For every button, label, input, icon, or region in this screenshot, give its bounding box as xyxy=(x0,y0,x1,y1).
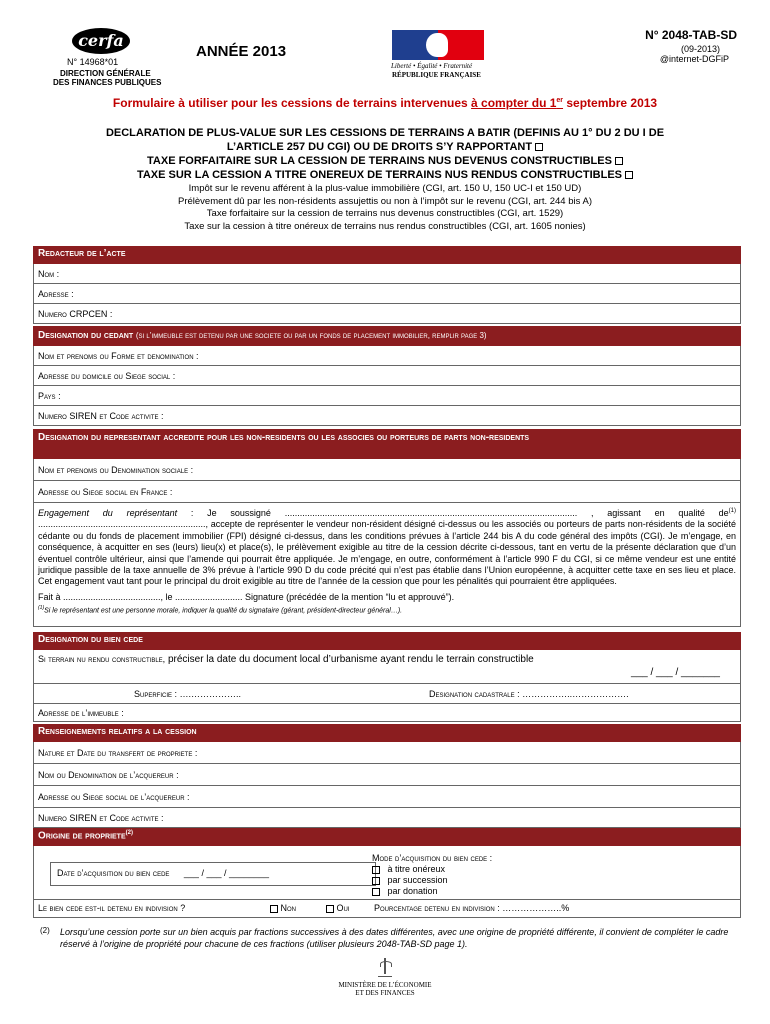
section-origine: Origine de propriete$^{(2)}$ xyxy=(33,828,741,846)
indivision-row: Le bien cede est-il detenu en indivision ? Non Oui Pourcentage detenu en indivision : ………………..% xyxy=(33,900,741,918)
form-number: N° 2048-TAB-SD xyxy=(645,28,737,42)
checkbox-taxe-cession[interactable] xyxy=(625,171,633,179)
checkbox-indivision-non[interactable] xyxy=(270,905,278,913)
field-redacteur-crpcen[interactable]: Numero CRPCEN : xyxy=(33,304,741,324)
republic-label: RÉPUBLIQUE FRANÇAISE xyxy=(392,71,481,79)
field-pourcentage-indivision[interactable]: Pourcentage detenu en indivision : ………………..% xyxy=(374,903,570,913)
origine-box xyxy=(33,846,741,900)
section-cession: Renseignements relatifs a la cession xyxy=(33,724,741,742)
ministry-line1: MINISTÈRE DE L’ÉCONOMIE xyxy=(338,981,432,989)
field-superficie-designation[interactable]: Superficie : ….…………….. Designation cadastrale : ……………..………………. xyxy=(33,684,741,704)
form-ref: @internet-DGFiP xyxy=(659,54,729,64)
checkbox-succession[interactable] xyxy=(372,877,380,885)
field-cedant-siren[interactable]: Numero SIREN et Code activite : xyxy=(33,406,741,426)
field-cedant-adresse[interactable]: Adresse du domicile ou Siege social : xyxy=(33,366,741,386)
year-title: ANNÉE 2013 xyxy=(196,43,287,60)
ministry-emblem-icon xyxy=(378,958,392,977)
mode-acquisition: Mode d’acquisition du bien cede : à titre onéreux par succession par donation xyxy=(372,853,493,896)
field-cedant-nom[interactable]: Nom et prenoms ou Forme et denomination : xyxy=(33,346,741,366)
direction-line1: DIRECTION GÉNÉRALE xyxy=(60,69,151,78)
checkbox-plus-value[interactable] xyxy=(535,143,543,151)
checkbox-indivision-oui[interactable] xyxy=(326,905,334,913)
section-representant: Designation du representant accredite pour les non-residents ou les associes ou porteurs de parts non-residents xyxy=(33,429,741,459)
checkbox-taxe-forfaitaire[interactable] xyxy=(615,157,623,165)
engagement-box xyxy=(33,503,741,627)
checkbox-donation[interactable] xyxy=(372,888,380,896)
terrain-date[interactable]: ___ / ___ / _______ xyxy=(631,667,720,678)
form-date: (09-2013) xyxy=(680,44,720,54)
form-subtitle: Formulaire à utiliser pour les cessions de terrains intervenues à compter du 1er septembre 2013 xyxy=(112,96,658,110)
section-bien-cede: Designation du bien cede xyxy=(33,632,741,650)
cerfa-logo: cerfa xyxy=(72,28,130,54)
checkbox-titre-onereux[interactable] xyxy=(372,866,380,874)
marianne-motto: Liberté • Égalité • Fraternité xyxy=(391,62,473,70)
footnote-marker: (2) xyxy=(40,926,50,935)
section-redacteur: Redacteur de l’acte xyxy=(33,246,741,264)
engagement-footnote: $^{(1)}$Si le représentant est une personne morale, indiquer la qualité du signataire (gérant, président-directeur général…). xyxy=(38,605,403,615)
marianne-logo xyxy=(392,30,484,60)
field-representant-adresse[interactable]: Adresse ou Siege social en France : xyxy=(33,481,741,503)
declaration-title: DECLARATION DE PLUS-VALUE SUR LES CESSIONS DE TERRAINS A BATIR (DEFINIS AU 1° DU 2 DU I DE L’ARTICLE 257 DU CGI) OU DE DROITS S’Y RAPPORTANT TAXE FORFAITAIRE SUR LA CESSION DE TERRAINS NUS DEVENUS CONSTRUCTIBLES TAXE SUR LA CESSION A TITRE ONEREUX DE TERRAINS NUS RENDUS CONSTRUCTIBLES xyxy=(105,127,665,181)
field-acquereur-adresse[interactable]: Adresse ou Siege social de l’acquereur : xyxy=(33,786,741,808)
section-cedant: Designation du cedant (si l’immeuble est detenu par une societe ou par un fonds de placement immobilier, remplir page 3) xyxy=(33,326,741,346)
field-acquereur-siren[interactable]: Numero SIREN et Code activite : xyxy=(33,808,741,828)
field-redacteur-nom[interactable]: Nom : xyxy=(33,264,741,284)
field-adresse-immeuble[interactable]: Adresse de l’immeuble : xyxy=(33,704,741,722)
engagement-signature[interactable]: Fait à ......................................., le ........................... Signature (précédée de la mention “lu et approuvé”). xyxy=(38,591,455,602)
field-cedant-pays[interactable]: Pays : xyxy=(33,386,741,406)
field-redacteur-adresse[interactable]: Adresse : xyxy=(33,284,741,304)
footnote-text: Lorsqu’une cession porte sur un bien acquis par fractions successives à des dates différentes, avec une origine de propriété différente, il convient de compléter le cadre réservé à l’origine de propriété pour chacune de ces fractions (utiliser plusieurs 2048-TAB-SD page 1). xyxy=(60,927,729,949)
field-representant-nom[interactable]: Nom et prenoms ou Denomination sociale : xyxy=(33,459,741,481)
acquisition-date-box[interactable]: Date d’acquisition du bien cede ___ / ___ / ________ xyxy=(50,862,376,886)
cerfa-number: N° 14968*01 xyxy=(67,57,119,67)
ministry-line2: ET DES FINANCES xyxy=(355,989,415,997)
field-nature-transfert[interactable]: Nature et Date du transfert de propriete : xyxy=(33,742,741,764)
field-acquereur-nom[interactable]: Nom ou Denomination de l’acquereur : xyxy=(33,764,741,786)
field-terrain-constructible[interactable]: Si terrain nu rendu constructible, préciser la date du document local d’urbanisme ayant rendu le terrain constructible ___ / ___ / _______ xyxy=(33,650,741,684)
direction-line2: DES FINANCES PUBLIQUES xyxy=(53,78,162,87)
engagement-text: Engagement du représentant : Je soussigné ..................................................................................................................... , agissant en qualité $de^{(1)}$ ..................................................................., accepte de représenter le vendeur non-résident désigné ci-dessus ou les associés ou porteurs de parts non-résidents de la société cédante ou du fonds de placement immobilier (FPI) désigné ci-dessus, dans les conditions prévues à l’article 244 bis A du code général des impôts (CGI). Je m’engage, en conséquence, à acquitter en ses (leurs) lieu(x) et place(s), le prélèvement exigible au titre de la cession décrite ci-dessous, tant en vertu de la présente déclaration que d’un éventuel contrôle ultérieur, ainsi que l’amende qui pourrait être appliquée. Je m’engage, en outre, conformément à l’article 990 F du CGI, si ce même vendeur est une entité juridique passible de la taxe annuelle de 3% prévue à l’article 990 D du code précité qui n’est pas établie dans l’Union européenne, à acquitter cette taxe en ses lieu et place. Cet engagement vaut tant pour le principal du droit exigible au titre de l’année de la cession que pour les pénalités qui pourraient être appliquées. xyxy=(38,508,736,587)
ministry-logo xyxy=(300,958,470,1010)
legal-references: Impôt sur le revenu afférent à la plus-value immobilière (CGI, art. 150 U, 150 UC-I et 150 UD) Prélèvement dû par les non-résidents assujettis ou non à l’impôt sur le revenu (CGI, art. 244 bis A) Taxe forfaitaire sur la cession de terrains nus devenus constructibles (CGI, art. 1529) Taxe sur la cession à titre onéreux de terrains nus rendus constructibles (CGI, art. 1605 nonies) xyxy=(178,183,592,232)
